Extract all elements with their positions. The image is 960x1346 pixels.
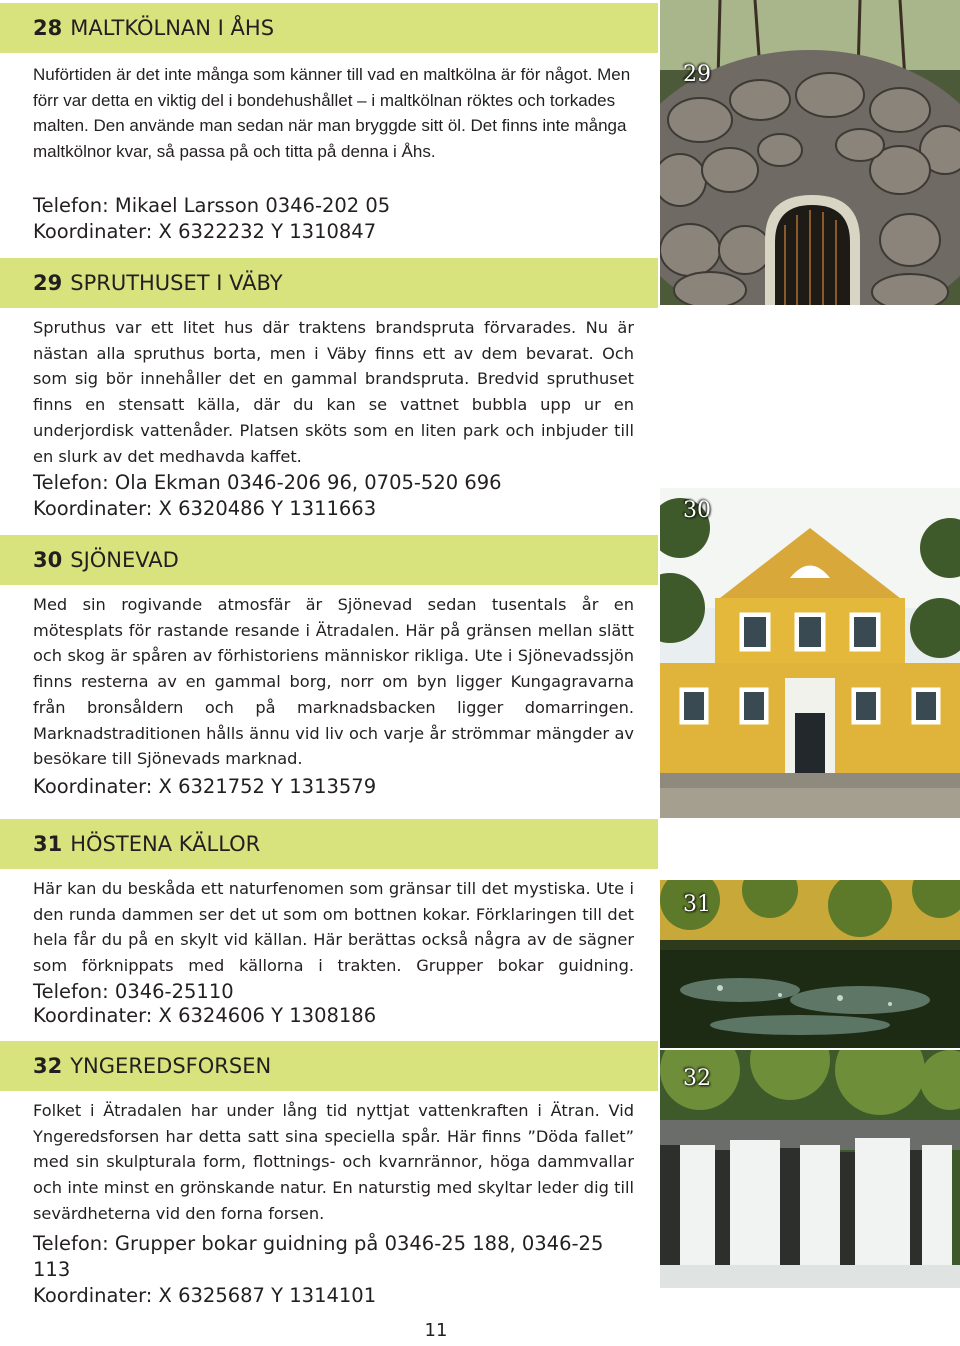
yellow-house-icon xyxy=(660,488,960,818)
section-30-contact xyxy=(33,774,634,800)
coordinates-line: Koordinater: X 6322232 Y 1310847 xyxy=(33,220,377,243)
section-title: SPRUTHUSET I VÄBY xyxy=(70,271,283,295)
paragraph: Folket i Ätradalen har under lång tid nyttjat vattenkraften i Ätran. Vid Yngeredsforsen har detta satt sina speciella spår. Här finns ”Döda fallet” med sin skulpturala form, flottnings- och kvarnrännor, höga dammvallar och inte minst en grönskande natur. En naturstig med skyltar leder dig till sevärdheterna vid den forna forsen. xyxy=(33,1101,634,1223)
paragraph: Med sin rogivande atmosfär är Sjönevad sedan tusentals år en mötesplats för rastande resande i Ätradalen. Här på gränsen mellan slätt och skog är spåren av förhistoriens människor rikliga. Ute i Sjönevadssjön finns resterna av en gammal borg, norr om byn ligger Kungagravarna från bronsåldern och på marknadsbacken ligger domarringen. Marknadstraditionen hålls ännu vid liv och varje år strömmar mängder av besökare till Sjönevads marknad. xyxy=(33,595,634,769)
section-28-body xyxy=(33,62,634,165)
photo-number: 30 xyxy=(683,498,711,523)
section-29-body xyxy=(33,315,634,469)
photo-waterfall xyxy=(660,1050,960,1288)
photo-number: 29 xyxy=(683,62,711,87)
section-title: HÖSTENA KÄLLOR xyxy=(70,832,261,856)
section-32-contact xyxy=(33,1231,634,1309)
section-30-heading xyxy=(0,535,658,585)
section-number: 28 xyxy=(33,16,63,40)
section-title: YNGEREDSFORSEN xyxy=(70,1054,272,1078)
section-29-contact xyxy=(33,470,634,522)
section-28-heading xyxy=(0,3,658,53)
phone-line: Telefon: 0346-25110 xyxy=(33,979,234,1003)
paragraph: Nuförtiden är det inte många som känner till vad en maltkölna är för något. Men förr var detta en viktig del i bondehushållet – i maltkölnan röktes och torkades malten. Den använde man sedan när man bryggde sitt öl. Det finns inte många maltkölnor kvar, så passa på och titta på denna i Åhs. xyxy=(33,65,631,162)
photo-stone-cellar xyxy=(660,0,960,305)
section-31-heading xyxy=(0,819,658,869)
phone-line: Telefon: Mikael Larsson 0346-202 05 xyxy=(33,194,391,217)
photo-number: 31 xyxy=(683,892,711,917)
photo-number: 32 xyxy=(683,1066,711,1091)
section-30-body xyxy=(33,592,634,772)
section-title: MALTKÖLNAN I ÅHS xyxy=(70,16,275,40)
section-28-contact xyxy=(33,193,634,245)
coordinates-line: Koordinater: X 6325687 Y 1314101 xyxy=(33,1284,377,1307)
section-31-body xyxy=(33,876,634,1006)
coordinates-line: Koordinater: X 6321752 Y 1313579 xyxy=(33,775,377,798)
section-number: 29 xyxy=(33,271,63,295)
phone-line: Telefon: Grupper bokar guidning på 0346-25 188, 0346-25 113 xyxy=(33,1232,604,1281)
photo-spring-pond xyxy=(660,880,960,1048)
section-title: SJÖNEVAD xyxy=(70,548,179,572)
coordinates-line: Koordinater: X 6320486 Y 1311663 xyxy=(33,497,377,520)
photo-yellow-house xyxy=(660,488,960,818)
section-32-heading xyxy=(0,1041,658,1091)
section-number: 31 xyxy=(33,832,63,856)
paragraph: Spruthus var ett litet hus där traktens brandspruta förvarades. Nu är nästan alla spruthus borta, men i Väby finns ett av dem bevarat. Och som sig bör innehåller det en gammal brandspruta. Bredvid spruthuset finns en stensatt källa, där du kan se vattnet bubbla upp ur en underjordisk vattenåder. Platsen sköts som en liten park och inbjuder till en slurk av det medhavda kaffet. xyxy=(33,318,634,466)
coordinates-line: Koordinater: X 6324606 Y 1308186 xyxy=(33,1004,377,1027)
paragraph-text: Här kan du beskåda ett naturfenomen som gränsar till det mystiska. Ute i den runda dammen ser det ut som om bottnen kokar. Förklaringen till det hela får du på en skylt vid källan. Här berättas också några av de sägner som förknippats med källorna i trakten. Grupper bokar guidning. xyxy=(33,879,634,976)
section-32-body xyxy=(33,1098,634,1227)
section-31-contact xyxy=(33,1003,634,1029)
phone-line: Telefon: Ola Ekman 0346-206 96, 0705-520 696 xyxy=(33,471,502,494)
section-29-heading xyxy=(0,258,658,308)
section-number: 30 xyxy=(33,548,63,572)
page-number: 11 xyxy=(424,1320,448,1341)
paragraph xyxy=(33,876,634,1006)
section-number: 32 xyxy=(33,1054,63,1078)
stone-cellar-icon xyxy=(660,0,960,305)
